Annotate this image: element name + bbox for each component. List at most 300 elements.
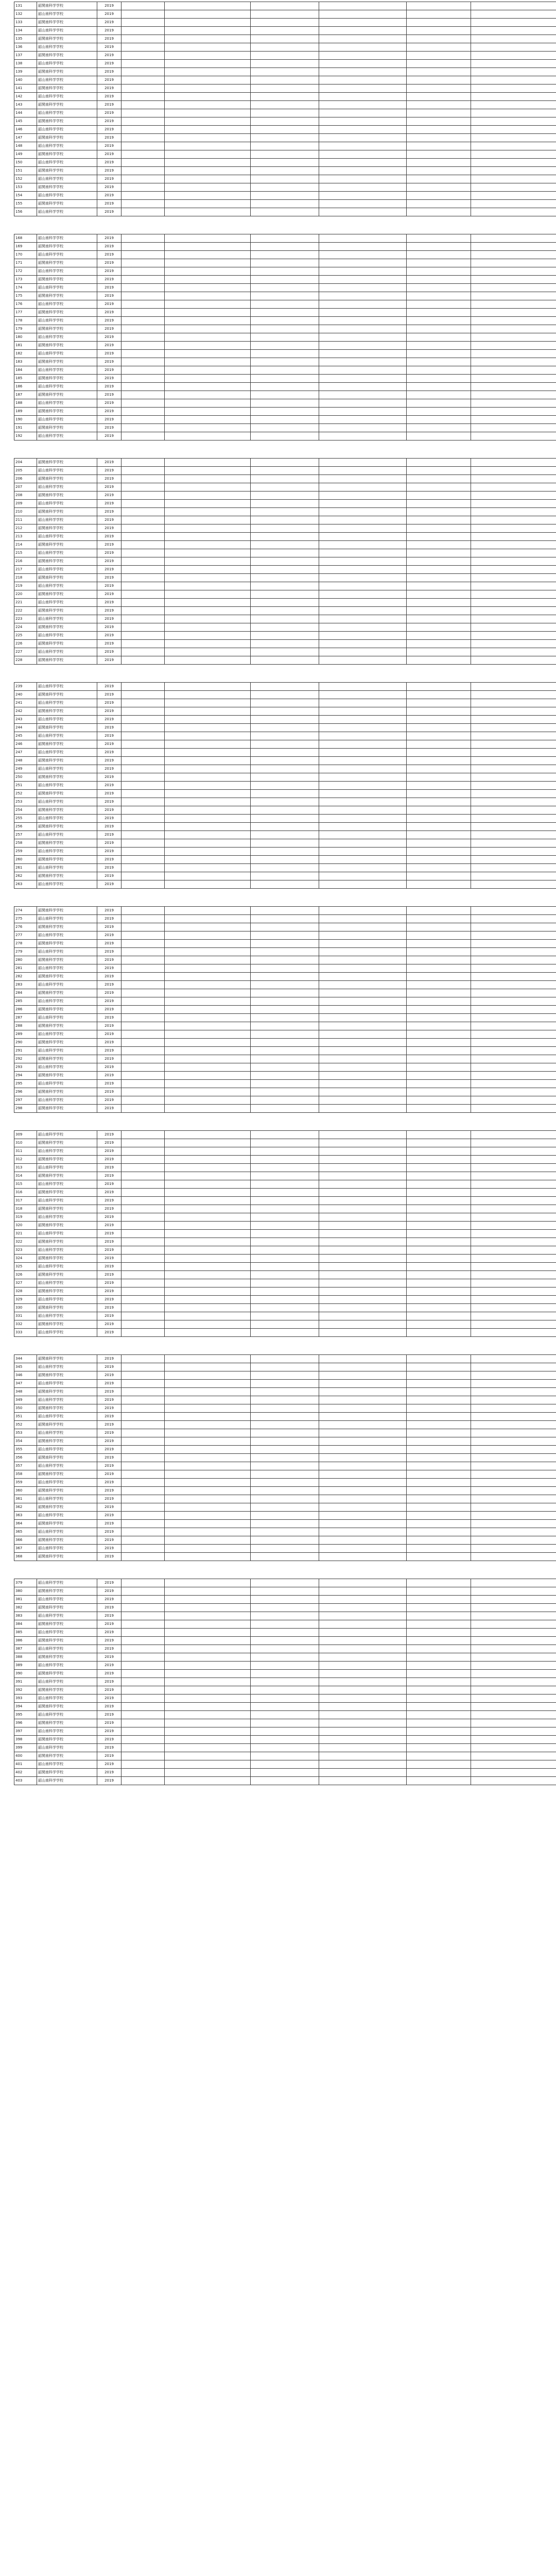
table-cell xyxy=(407,915,471,923)
table-cell xyxy=(471,1446,556,1454)
table-cell xyxy=(165,1063,251,1072)
table-cell xyxy=(165,765,251,773)
table-cell xyxy=(165,1230,251,1238)
table-cell: 296 xyxy=(14,1088,37,1096)
table-cell: 393 xyxy=(14,1694,37,1703)
table-cell xyxy=(319,831,407,839)
table-cell xyxy=(407,1454,471,1462)
table-cell: 2019 xyxy=(97,1413,121,1421)
table-cell xyxy=(121,1545,165,1553)
table-cell: 391 xyxy=(14,1678,37,1686)
table-cell xyxy=(471,782,556,790)
table-row xyxy=(14,1528,556,1536)
table-cell: 211 xyxy=(14,516,37,524)
table-cell xyxy=(251,989,319,997)
table-cell: 322 xyxy=(14,1238,37,1246)
table-cell xyxy=(121,981,165,989)
table-cell: 367 xyxy=(14,1545,37,1553)
table-row xyxy=(14,740,556,749)
table-cell xyxy=(471,1296,556,1304)
table-cell xyxy=(165,1189,251,1197)
table-cell xyxy=(407,391,471,399)
table-cell: 2019 xyxy=(97,1172,121,1180)
table-cell xyxy=(471,350,556,358)
table-cell xyxy=(471,1287,556,1296)
table-row xyxy=(14,1355,556,1363)
table-cell: 2019 xyxy=(97,1520,121,1528)
table-cell: 2019 xyxy=(97,259,121,267)
table-cell: 韶関南科学学校 xyxy=(37,1156,97,1164)
table-cell xyxy=(319,1139,407,1147)
table-row xyxy=(14,1686,556,1694)
table-cell xyxy=(121,1736,165,1744)
table-cell xyxy=(407,1230,471,1238)
table-cell: 240 xyxy=(14,691,37,699)
table-row xyxy=(14,1487,556,1495)
table-cell xyxy=(165,101,251,109)
table-cell xyxy=(319,375,407,383)
table-cell xyxy=(121,1396,165,1404)
table-cell xyxy=(471,923,556,931)
table-cell xyxy=(251,1255,319,1263)
table-cell xyxy=(471,1553,556,1561)
table-cell: 310 xyxy=(14,1139,37,1147)
table-cell xyxy=(251,325,319,333)
table-row xyxy=(14,1222,556,1230)
table-cell xyxy=(251,1736,319,1744)
table-cell xyxy=(165,632,251,640)
table-cell xyxy=(407,150,471,159)
table-cell: 韶山南科学学校 xyxy=(37,1080,97,1088)
table-cell xyxy=(319,183,407,192)
table-cell: 2019 xyxy=(97,566,121,574)
table-cell xyxy=(165,1172,251,1180)
table-cell xyxy=(251,707,319,716)
table-cell: 147 xyxy=(14,134,37,142)
table-cell xyxy=(121,790,165,798)
table-cell xyxy=(319,1495,407,1503)
table-cell xyxy=(251,549,319,557)
table-cell xyxy=(121,68,165,76)
table-cell xyxy=(407,200,471,208)
table-cell xyxy=(121,1047,165,1055)
table-cell xyxy=(121,773,165,782)
table-cell: 368 xyxy=(14,1553,37,1561)
table-cell xyxy=(121,208,165,216)
table-cell xyxy=(319,1612,407,1620)
table-cell: 2019 xyxy=(97,1022,121,1030)
table-row xyxy=(14,1495,556,1503)
table-cell xyxy=(407,1587,471,1596)
table-cell: 297 xyxy=(14,1096,37,1105)
table-cell xyxy=(165,492,251,500)
table-cell xyxy=(319,707,407,716)
table-cell: 韶関南科学学校 xyxy=(37,1487,97,1495)
table-cell: 242 xyxy=(14,707,37,716)
table-cell xyxy=(407,707,471,716)
table-cell xyxy=(319,408,407,416)
table-cell xyxy=(165,590,251,599)
table-cell xyxy=(121,1055,165,1063)
table-cell xyxy=(407,1429,471,1437)
table-cell xyxy=(121,175,165,183)
table-row xyxy=(14,309,556,317)
table-cell: 221 xyxy=(14,599,37,607)
table-cell xyxy=(471,707,556,716)
table-row xyxy=(14,1719,556,1727)
table-row xyxy=(14,276,556,284)
table-cell xyxy=(121,1777,165,1785)
table-cell xyxy=(319,1454,407,1462)
table-cell xyxy=(251,1096,319,1105)
table-cell xyxy=(407,566,471,574)
table-cell xyxy=(251,1131,319,1139)
table-cell xyxy=(407,1156,471,1164)
table-cell xyxy=(251,1271,319,1279)
table-cell xyxy=(121,1320,165,1329)
table-cell xyxy=(165,1645,251,1653)
table-cell xyxy=(471,1080,556,1088)
table-cell: 2019 xyxy=(97,1404,121,1413)
table-cell: 244 xyxy=(14,724,37,732)
table-row xyxy=(14,566,556,574)
table-cell: 2019 xyxy=(97,251,121,259)
table-cell xyxy=(121,1105,165,1113)
table-cell xyxy=(251,541,319,549)
table-cell: 韶関南科学学校 xyxy=(37,524,97,533)
table-cell xyxy=(471,806,556,815)
table-row xyxy=(14,2,556,10)
table-cell: 韶山南科学学校 xyxy=(37,284,97,292)
table-row xyxy=(14,1520,556,1528)
table-cell xyxy=(121,267,165,276)
table-cell: 254 xyxy=(14,806,37,815)
table-cell xyxy=(165,1703,251,1711)
table-cell xyxy=(121,632,165,640)
table-cell xyxy=(471,1536,556,1545)
table-cell: 2019 xyxy=(97,1711,121,1719)
table-cell xyxy=(121,1495,165,1503)
table-cell xyxy=(251,500,319,508)
table-row xyxy=(14,1131,556,1139)
table-cell xyxy=(121,1612,165,1620)
table-cell: 韶山南科学学校 xyxy=(37,93,97,101)
table-cell xyxy=(121,848,165,856)
table-cell xyxy=(319,1404,407,1413)
table-cell: 2019 xyxy=(97,1620,121,1629)
table-row xyxy=(14,1380,556,1388)
table-cell: 韶山南科学学校 xyxy=(37,300,97,309)
table-cell: 225 xyxy=(14,632,37,640)
table-row xyxy=(14,1022,556,1030)
table-cell xyxy=(471,607,556,615)
table-cell: 360 xyxy=(14,1487,37,1495)
table-cell: 401 xyxy=(14,1760,37,1769)
table-row xyxy=(14,1320,556,1329)
table-cell: 2019 xyxy=(97,1429,121,1437)
table-cell: 2019 xyxy=(97,1686,121,1694)
table-cell: 2019 xyxy=(97,208,121,216)
table-cell xyxy=(121,716,165,724)
table-row xyxy=(14,19,556,27)
table-cell xyxy=(121,1296,165,1304)
table-cell xyxy=(471,623,556,632)
table-cell: 韶山南科学学校 xyxy=(37,549,97,557)
table-cell xyxy=(319,1039,407,1047)
table-cell xyxy=(165,342,251,350)
table-cell xyxy=(165,408,251,416)
table-cell xyxy=(121,1371,165,1380)
table-cell: 241 xyxy=(14,699,37,707)
table-cell xyxy=(319,1396,407,1404)
table-cell: 284 xyxy=(14,989,37,997)
table-cell xyxy=(251,1030,319,1039)
table-cell: 韶関南科学学校 xyxy=(37,1587,97,1596)
table-cell: 389 xyxy=(14,1662,37,1670)
table-cell: 韶関南科学学校 xyxy=(37,1503,97,1512)
table-cell xyxy=(407,358,471,366)
table-cell: 韶山南科学学校 xyxy=(37,864,97,872)
table-cell: 2019 xyxy=(97,1014,121,1022)
table-cell xyxy=(251,1454,319,1462)
table-cell xyxy=(471,732,556,740)
table-row xyxy=(14,1147,556,1156)
table-cell xyxy=(471,815,556,823)
table-cell xyxy=(251,27,319,35)
table-cell xyxy=(471,134,556,142)
table-cell: 2019 xyxy=(97,358,121,366)
table-cell xyxy=(407,1653,471,1662)
table-cell xyxy=(121,1429,165,1437)
table-cell xyxy=(407,1055,471,1063)
table-row xyxy=(14,1760,556,1769)
table-cell: 韶関南科学学校 xyxy=(37,52,97,60)
table-cell xyxy=(471,159,556,167)
table-cell xyxy=(407,243,471,251)
table-cell xyxy=(121,150,165,159)
table-cell xyxy=(165,640,251,648)
table-row xyxy=(14,1105,556,1113)
table-cell xyxy=(407,732,471,740)
table-cell xyxy=(471,582,556,590)
table-cell xyxy=(471,757,556,765)
table-cell xyxy=(471,101,556,109)
table-cell: 韶関南科学学校 xyxy=(37,1205,97,1213)
table-cell xyxy=(407,1355,471,1363)
table-cell xyxy=(407,333,471,342)
table-cell: 251 xyxy=(14,782,37,790)
table-cell xyxy=(165,524,251,533)
table-cell xyxy=(121,1039,165,1047)
table-cell: 2019 xyxy=(97,1263,121,1271)
table-cell: 294 xyxy=(14,1072,37,1080)
table-cell xyxy=(165,459,251,467)
table-row xyxy=(14,1637,556,1645)
table-cell xyxy=(319,656,407,665)
table-cell: 312 xyxy=(14,1156,37,1164)
table-cell: 韶関南科学学校 xyxy=(37,1222,97,1230)
table-cell xyxy=(251,1769,319,1777)
table-cell xyxy=(165,948,251,956)
table-row xyxy=(14,989,556,997)
table-cell xyxy=(165,790,251,798)
table-cell xyxy=(121,408,165,416)
table-cell: 2019 xyxy=(97,533,121,541)
table-cell: 208 xyxy=(14,492,37,500)
table-cell xyxy=(407,683,471,691)
table-cell: 293 xyxy=(14,1063,37,1072)
table-cell: 331 xyxy=(14,1312,37,1320)
table-row xyxy=(14,864,556,872)
table-cell xyxy=(407,956,471,964)
table-row xyxy=(14,1703,556,1711)
table-cell: 韶関南科学学校 xyxy=(37,424,97,432)
table-cell xyxy=(471,1255,556,1263)
table-cell xyxy=(165,1205,251,1213)
table-cell xyxy=(319,1503,407,1512)
table-cell xyxy=(251,566,319,574)
table-cell: 246 xyxy=(14,740,37,749)
table-cell xyxy=(121,134,165,142)
table-cell xyxy=(471,284,556,292)
table-row xyxy=(14,459,556,467)
table-cell xyxy=(471,1197,556,1205)
table-cell: 2019 xyxy=(97,243,121,251)
table-cell: 2019 xyxy=(97,1612,121,1620)
table-cell xyxy=(251,159,319,167)
table-cell: 韶山南科学学校 xyxy=(37,981,97,989)
table-cell xyxy=(471,516,556,524)
table-cell xyxy=(407,52,471,60)
table-cell xyxy=(471,1503,556,1512)
table-cell xyxy=(319,1620,407,1629)
table-cell xyxy=(471,1355,556,1363)
table-cell: 2019 xyxy=(97,167,121,175)
table-cell xyxy=(121,1213,165,1222)
table-cell xyxy=(471,1703,556,1711)
table-cell: 2019 xyxy=(97,1744,121,1752)
table-cell: 韶山南科学学校 xyxy=(37,1678,97,1686)
table-cell xyxy=(165,1587,251,1596)
table-cell xyxy=(165,60,251,68)
table-cell xyxy=(251,574,319,582)
table-cell: 386 xyxy=(14,1637,37,1645)
table-cell: 2019 xyxy=(97,1271,121,1279)
table-cell: 2019 xyxy=(97,126,121,134)
table-cell xyxy=(407,267,471,276)
table-cell xyxy=(121,1752,165,1760)
table-cell: 207 xyxy=(14,483,37,492)
table-cell xyxy=(251,1329,319,1337)
table-cell xyxy=(471,940,556,948)
table-cell xyxy=(251,475,319,483)
table-cell xyxy=(165,1637,251,1645)
table-row xyxy=(14,973,556,981)
table-cell: 韶山南科学学校 xyxy=(37,1296,97,1304)
table-cell: 216 xyxy=(14,557,37,566)
table-cell xyxy=(121,416,165,424)
table-cell xyxy=(407,1312,471,1320)
table-cell xyxy=(251,533,319,541)
table-cell: 韶山南科学学校 xyxy=(37,1429,97,1437)
table-cell xyxy=(165,2,251,10)
table-cell xyxy=(471,35,556,43)
table-cell xyxy=(319,1596,407,1604)
table-cell xyxy=(407,60,471,68)
table-cell: 2019 xyxy=(97,342,121,350)
table-cell xyxy=(251,1678,319,1686)
table-cell: 183 xyxy=(14,358,37,366)
table-cell: 韶関南科学学校 xyxy=(37,459,97,467)
table-cell: 2019 xyxy=(97,782,121,790)
table-cell xyxy=(319,1694,407,1703)
table-cell: 387 xyxy=(14,1645,37,1653)
table-cell xyxy=(121,1553,165,1561)
table-cell xyxy=(251,1579,319,1587)
table-cell: 328 xyxy=(14,1287,37,1296)
table-cell: 259 xyxy=(14,848,37,856)
table-cell: 2019 xyxy=(97,350,121,358)
table-cell: 韶山南科学学校 xyxy=(37,1279,97,1287)
table-cell xyxy=(251,309,319,317)
table-cell xyxy=(319,1363,407,1371)
table-cell xyxy=(165,607,251,615)
table-cell xyxy=(165,1287,251,1296)
table-cell xyxy=(251,1703,319,1711)
table-cell xyxy=(165,1072,251,1080)
table-cell xyxy=(407,167,471,175)
table-cell xyxy=(121,1462,165,1470)
table-cell xyxy=(471,76,556,84)
table-cell xyxy=(165,623,251,632)
table-cell: 韶山南科学学校 xyxy=(37,1662,97,1670)
table-cell: 韶山南科学学校 xyxy=(37,416,97,424)
table-row xyxy=(14,582,556,590)
table-cell xyxy=(121,475,165,483)
table-row xyxy=(14,10,556,19)
table-cell: 韶関南科学学校 xyxy=(37,243,97,251)
table-cell xyxy=(471,366,556,375)
table-cell xyxy=(319,566,407,574)
table-cell xyxy=(121,483,165,492)
table-cell xyxy=(121,467,165,475)
table-cell: 韶関南科学学校 xyxy=(37,1371,97,1380)
table-cell: 2019 xyxy=(97,1030,121,1039)
table-cell xyxy=(165,1363,251,1371)
table-cell: 287 xyxy=(14,1014,37,1022)
table-row xyxy=(14,1470,556,1479)
table-cell: 175 xyxy=(14,292,37,300)
table-cell: 2019 xyxy=(97,159,121,167)
table-cell xyxy=(319,142,407,150)
table-cell xyxy=(319,358,407,366)
table-cell xyxy=(165,864,251,872)
table-cell xyxy=(251,167,319,175)
table-cell: 2019 xyxy=(97,574,121,582)
table-cell xyxy=(407,1596,471,1604)
table-cell xyxy=(121,533,165,541)
table-cell: 韶関南科学学校 xyxy=(37,1769,97,1777)
table-cell: 325 xyxy=(14,1263,37,1271)
table-cell xyxy=(407,1719,471,1727)
table-cell xyxy=(251,1063,319,1072)
table-row xyxy=(14,1536,556,1545)
table-cell: 403 xyxy=(14,1777,37,1785)
table-cell xyxy=(407,1296,471,1304)
table-cell xyxy=(471,656,556,665)
table-cell xyxy=(407,632,471,640)
table-row xyxy=(14,284,556,292)
